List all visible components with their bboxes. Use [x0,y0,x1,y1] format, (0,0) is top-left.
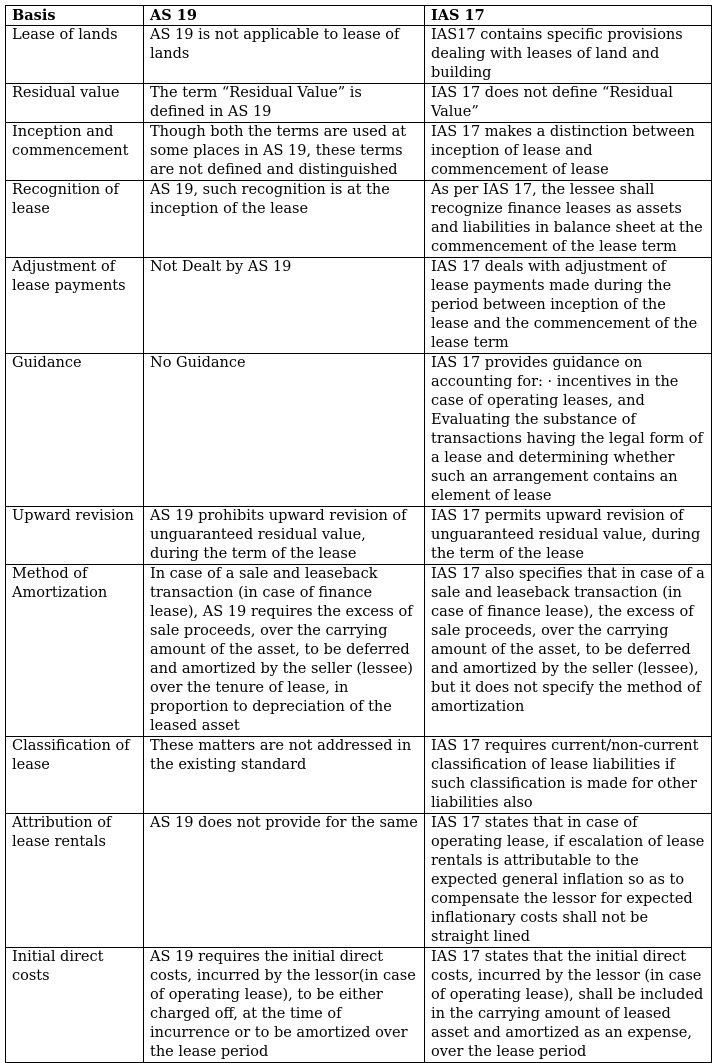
cell-as19: AS 19 does not provide for the same [144,814,425,948]
cell-as19: Not Dealt by AS 19 [144,258,425,354]
cell-basis: Adjustment of lease payments [6,258,144,354]
cell-ias17: IAS 17 provides guidance on accounting for: · incentives in the case of operating leases, and Evaluating the substance of transactions having the legal form of a lease and determining whether such an arrangement contains an element of lease [425,354,712,507]
cell-ias17: IAS 17 does not define “Residual Value” [425,84,712,123]
cell-ias17: IAS17 contains specific provisions dealing with leases of land and building [425,26,712,84]
table-row [6,84,712,123]
cell-basis: Classification of lease [6,737,144,814]
table-row [6,948,712,1063]
header-ias17: IAS 17 [425,6,712,26]
table-row [6,737,712,814]
cell-basis: Inception and commencement [6,123,144,181]
comparison-table [5,5,712,1063]
cell-basis: Recognition of lease [6,181,144,258]
cell-basis: Initial direct costs [6,948,144,1063]
cell-basis: Attribution of lease rentals [6,814,144,948]
table-row [6,258,712,354]
header-as19: AS 19 [144,6,425,26]
table-row [6,26,712,84]
cell-as19: AS 19 prohibits upward revision of unguaranteed residual value, during the term of the lease [144,507,425,565]
cell-as19: AS 19 is not applicable to lease of lands [144,26,425,84]
table-row [6,565,712,737]
cell-basis: Lease of lands [6,26,144,84]
cell-ias17: As per IAS 17, the lessee shall recognize finance leases as assets and liabilities in balance sheet at the commencement of the lease term [425,181,712,258]
cell-as19: In case of a sale and leaseback transaction (in case of finance lease), AS 19 requires the excess of sale proceeds, over the carrying amount of the asset, to be deferred and amortized by the seller (lessee) over the tenure of lease, in proportion to depreciation of the leased asset [144,565,425,737]
table-row [6,814,712,948]
cell-as19: The term “Residual Value” is defined in AS 19 [144,84,425,123]
header-basis: Basis [6,6,144,26]
table-row [6,507,712,565]
header-row [6,6,712,26]
table-row [6,354,712,507]
cell-ias17: IAS 17 makes a distinction between inception of lease and commencement of lease [425,123,712,181]
cell-ias17: IAS 17 deals with adjustment of lease payments made during the period between inception of the lease and the commencement of the lease term [425,258,712,354]
cell-ias17: IAS 17 also specifies that in case of a sale and leaseback transaction (in case of finance lease), the excess of sale proceeds, over the carrying amount of the asset, to be deferred and amortized by the seller (lessee), but it does not specify the method of amortization [425,565,712,737]
table-row [6,123,712,181]
cell-ias17: IAS 17 states that in case of operating lease, if escalation of lease rentals is attributable to the expected general inflation so as to compensate the lessor for expected inflationary costs shall not be straight lined [425,814,712,948]
cell-basis: Residual value [6,84,144,123]
cell-ias17: IAS 17 requires current/non-current classification of lease liabilities if such classification is made for other liabilities also [425,737,712,814]
cell-as19: Though both the terms are used at some places in AS 19, these terms are not defined and distinguished [144,123,425,181]
cell-basis: Method of Amortization [6,565,144,737]
cell-as19: AS 19, such recognition is at the inception of the lease [144,181,425,258]
cell-ias17: IAS 17 permits upward revision of unguaranteed residual value, during the term of the lease [425,507,712,565]
cell-as19: These matters are not addressed in the existing standard [144,737,425,814]
cell-basis: Guidance [6,354,144,507]
cell-ias17: IAS 17 states that the initial direct costs, incurred by the lessor (in case of operating lease), shall be included in the carrying amount of leased asset and amortized as an expense, over the lease period [425,948,712,1063]
cell-basis: Upward revision [6,507,144,565]
table-row [6,181,712,258]
cell-as19: No Guidance [144,354,425,507]
cell-as19: AS 19 requires the initial direct costs, incurred by the lessor(in case of operating lease), to be either charged off, at the time of incurrence or to be amortized over the lease period [144,948,425,1063]
